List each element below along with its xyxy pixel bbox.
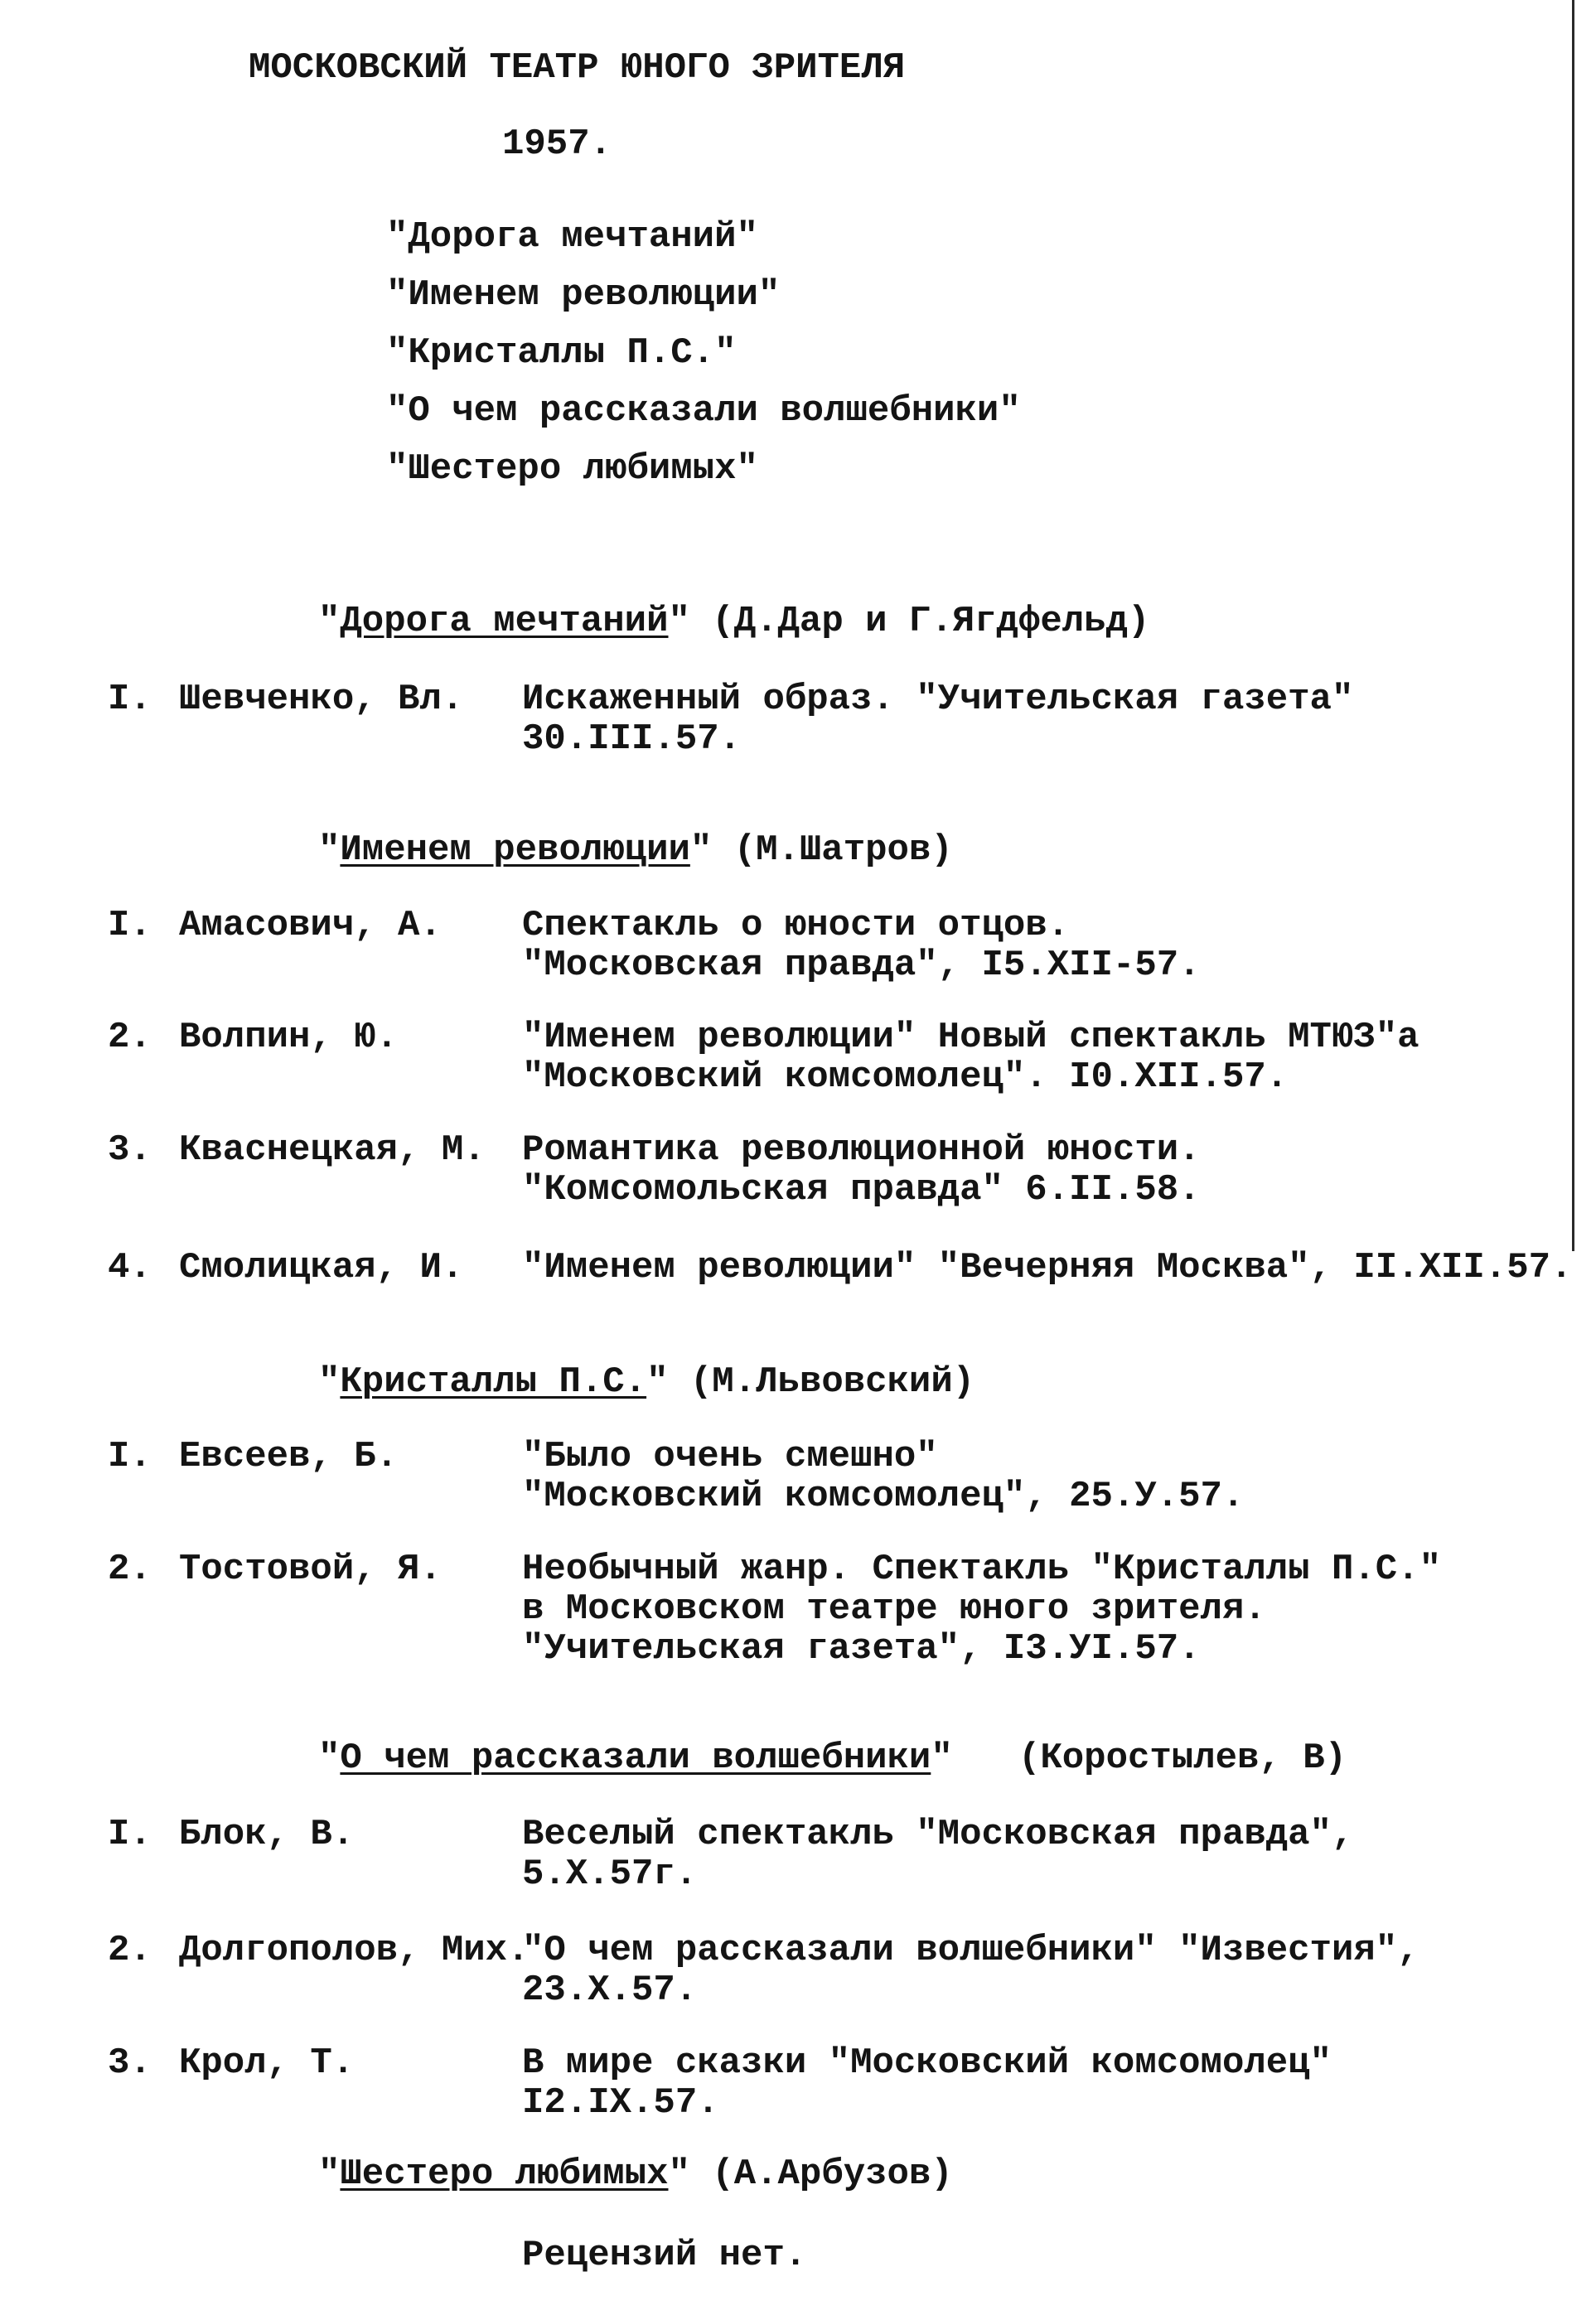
review-line: "Комсомольская правда" 6.II.58.: [522, 1169, 1201, 1211]
review-text: [522, 679, 1353, 759]
review-text: [522, 1931, 1419, 2010]
review-entry: [108, 679, 1353, 759]
review-line: в Московском театре юного зрителя.: [522, 1588, 1266, 1630]
play-credit: (М.Шатров): [733, 829, 953, 871]
play-list-item: "Именем революции": [386, 274, 781, 316]
review-line: "Именем революции" Новый спектакль МТЮЗ"а: [522, 1017, 1419, 1058]
section-heading: "Кристаллы П.С." (М.Львовский): [318, 1361, 975, 1403]
review-text: [522, 2043, 1332, 2123]
entry-number: 2.: [108, 1017, 152, 1058]
review-line: "Московский комсомолец", 25.У.57.: [522, 1476, 1245, 1517]
play-list-item: "О чем рассказали волшебники": [386, 390, 1021, 432]
review-entry: [108, 2043, 1332, 2123]
no-reviews-note: Рецензий нет.: [522, 2235, 807, 2276]
review-line: I2.IX.57.: [522, 2082, 719, 2124]
review-line: 23.X.57.: [522, 1970, 698, 2011]
section-heading: "Шестеро любимых" (А.Арбузов): [318, 2153, 953, 2195]
review-line: Веселый спектакль "Московская правда",: [522, 1814, 1354, 1855]
review-text: [522, 1815, 1353, 1894]
section-heading: "Дорога мечтаний" (Д.Дар и Г.Ягдфельд): [318, 601, 1150, 642]
play-credit: (Д.Дар и Г.Ягдфельд): [712, 601, 1150, 642]
review-line: "Было очень смешно": [522, 1436, 938, 1477]
play-list-item: "Дорога мечтаний": [386, 216, 758, 258]
review-line: "Именем революции" "Вечерняя Москва", II.XII.57.: [522, 1247, 1573, 1288]
review-author: Крол, Т.: [179, 2042, 355, 2084]
entry-number: I.: [108, 679, 152, 720]
play-title: Кристаллы П.С.: [340, 1361, 647, 1403]
play-list: [386, 217, 1021, 507]
play-list-item: "Кристаллы П.С.": [386, 332, 737, 374]
review-line: Спектакль о юности отцов.: [522, 905, 1070, 946]
document-title: МОСКОВСКИЙ ТЕАТР ЮНОГО ЗРИТЕЛЯ: [249, 47, 906, 89]
play-title: Именем революции: [340, 829, 690, 871]
page-edge-line: [1572, 0, 1574, 1251]
review-line: "Московский комсомолец". I0.XII.57.: [522, 1056, 1289, 1098]
review-line: "Учительская газета", I3.УI.57.: [522, 1628, 1201, 1670]
play-title: О чем рассказали волшебники: [340, 1738, 931, 1779]
entry-number: 2.: [108, 1549, 152, 1590]
review-line: "Московская правда", I5.XII-57.: [522, 945, 1201, 986]
entry-number: 4.: [108, 1247, 152, 1288]
document-year: 1957.: [502, 123, 612, 165]
entry-number: 3.: [108, 2042, 152, 2084]
play-credit: (Коростылев, В): [1018, 1738, 1347, 1779]
review-author: Волпин, Ю.: [179, 1017, 399, 1058]
play-credit: (М.Львовский): [689, 1361, 975, 1403]
play-list-item: "Шестеро любимых": [386, 448, 758, 490]
review-text: [522, 1248, 1572, 1288]
review-author: Амасович, А.: [179, 905, 442, 946]
review-entry: [108, 1130, 1201, 1210]
entry-number: 3.: [108, 1129, 152, 1171]
review-text: [522, 1437, 1244, 1516]
entry-number: I.: [108, 1814, 152, 1855]
review-author: Шевченко, Вл.: [179, 679, 464, 720]
review-text: [522, 1130, 1201, 1210]
review-text: [522, 1549, 1441, 1669]
review-author: Блок, В.: [179, 1814, 355, 1855]
review-entry: [108, 1248, 1572, 1288]
play-credit: (А.Арбузов): [712, 2153, 953, 2195]
review-entry: [108, 906, 1201, 985]
play-title: Шестеро любимых: [340, 2153, 669, 2195]
play-title: Дорога мечтаний: [340, 601, 669, 642]
entry-number: I.: [108, 1436, 152, 1477]
review-author: Долгополов, Мих.: [179, 1930, 530, 1971]
review-author: Тостовой, Я.: [179, 1549, 442, 1590]
entry-number: 2.: [108, 1930, 152, 1971]
review-line: В мире сказки "Московский комсомолец": [522, 2042, 1332, 2084]
review-author: Смолицкая, И.: [179, 1247, 464, 1288]
section-heading: "О чем рассказали волшебники" (Коростылев, В): [318, 1738, 1347, 1779]
review-author: Евсеев, Б.: [179, 1436, 399, 1477]
review-entry: [108, 1549, 1441, 1669]
review-entry: [108, 1437, 1244, 1516]
review-entry: [108, 1931, 1419, 2010]
review-entry: [108, 1815, 1353, 1894]
review-line: 5.X.57г.: [522, 1854, 698, 1895]
review-entry: [108, 1017, 1419, 1097]
review-line: 30.III.57.: [522, 718, 742, 760]
review-author: Кваснецкая, М.: [179, 1129, 486, 1171]
review-line: "О чем рассказали волшебники" "Известия",: [522, 1930, 1419, 1971]
section-heading: "Именем революции" (М.Шатров): [318, 829, 953, 871]
entry-number: I.: [108, 905, 152, 946]
review-line: Искаженный образ. "Учительская газета": [522, 679, 1354, 720]
review-line: Романтика революционной юности.: [522, 1129, 1201, 1171]
review-line: Необычный жанр. Спектакль "Кристаллы П.С.": [522, 1549, 1441, 1590]
review-text: [522, 1017, 1419, 1097]
review-text: [522, 906, 1201, 985]
